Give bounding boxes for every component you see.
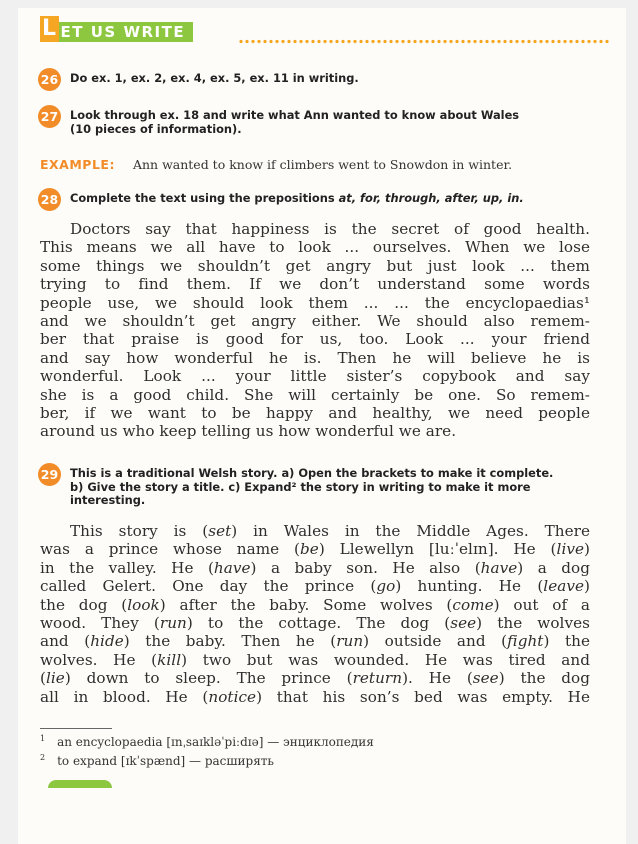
exercise-instruction: Look through ex. 18 and write what Ann wanted to know about Wales (10 pieces of information). — [70, 108, 520, 136]
text-line: (lie) down to sleep. The prince (return). He (see) the dog — [40, 669, 591, 688]
text-line: in the valley. He (have) a baby son. He also (have) a dog — [40, 558, 590, 577]
exercise-number-badge: 29 — [38, 463, 61, 486]
footnote-text: an encyclopaedia [ɪnˌsaɪkləˈpiːdɪə] — энциклопедия — [57, 735, 374, 749]
text-line: Doctors say that happiness is the secret of good health. — [70, 220, 590, 238]
footnote — [40, 731, 374, 750]
exercise-instruction: Do ex. 1, ex. 2, ex. 4, ex. 5, ex. 11 in writing. — [70, 71, 359, 85]
dotted-rule — [238, 39, 610, 44]
text-line: trying to find them. If we don’t understand some words — [40, 275, 590, 294]
page-tab-decoration — [48, 780, 112, 788]
text-line: around us who keep telling us how wonderful we are. — [40, 422, 457, 441]
text-line: wonderful. Look ... your little sister’s copybook and say — [40, 367, 590, 386]
text-line: some things we shouldn’t get angry but just look ... them — [40, 256, 590, 275]
exercise-28-text — [40, 220, 590, 441]
text-line: the dog (look) after the baby. Some wolves (come) out of a — [40, 595, 590, 614]
example-line — [40, 157, 512, 172]
footnote-divider — [40, 728, 112, 729]
exercise-number-badge: 28 — [38, 188, 61, 211]
example-label: EXAMPLE: — [40, 157, 115, 172]
exercise-instruction: This is a traditional Welsh story. a) Open the brackets to make it complete. b) Give the story a title. c) Expand² the story in writing to make it more interesting. — [70, 466, 554, 507]
text-line: and we shouldn’t get angry either. We should also remem- — [40, 312, 590, 331]
text-line: and say how wonderful he is. Then he will believe he is — [40, 348, 590, 367]
text-line: wood. They (run) to the cottage. The dog (see) the wolves — [40, 614, 590, 633]
text-line: This story is (set) in Wales in the Middle Ages. There — [70, 522, 590, 540]
example-text: Ann wanted to know if climbers went to Snowdon in winter. — [132, 157, 513, 172]
section-title: L ET US WRITE — [40, 22, 193, 42]
text-line: This means we all have to look ... ourselves. When we lose — [40, 238, 590, 257]
text-line: she is a good child. She will certainly be one. So remem- — [40, 385, 590, 404]
text-line: called Gelert. One day the prince (go) hunting. He (leave) — [40, 577, 590, 596]
footnote — [40, 750, 374, 769]
text-line: people use, we should look them ... ... the encyclopaedias¹ — [40, 293, 590, 312]
exercise-number-badge: 26 — [38, 68, 61, 91]
footnote-mark: 1 — [40, 734, 46, 743]
text-line: was a prince whose name (be) Llewellyn [luːˈelɪn]. He (live) — [40, 540, 590, 559]
footnote-mark: 2 — [40, 753, 46, 762]
footnotes — [40, 731, 374, 769]
text-line: wolves. He (kill) two but was wounded. He was tired and — [40, 650, 590, 669]
text-line: ber that praise is good for us, too. Look ... your friend — [40, 330, 590, 349]
text-line: ber, if we want to be happy and healthy, we need people — [40, 404, 590, 423]
footnote-text: to expand [ɪkˈspænd] — расширять — [57, 754, 274, 768]
exercise-number-badge: 27 — [38, 105, 61, 128]
text-line: all in blood. He (notice) that his son’s bed was empty. He — [40, 687, 590, 706]
text-line: and (hide) the baby. Then he (run) outside and (fight) the — [40, 632, 590, 651]
textbook-page — [18, 8, 626, 844]
exercise-29-text — [40, 522, 590, 706]
exercise-instruction: Complete the text using the prepositions at, for, through, after, up, in. — [70, 191, 524, 205]
